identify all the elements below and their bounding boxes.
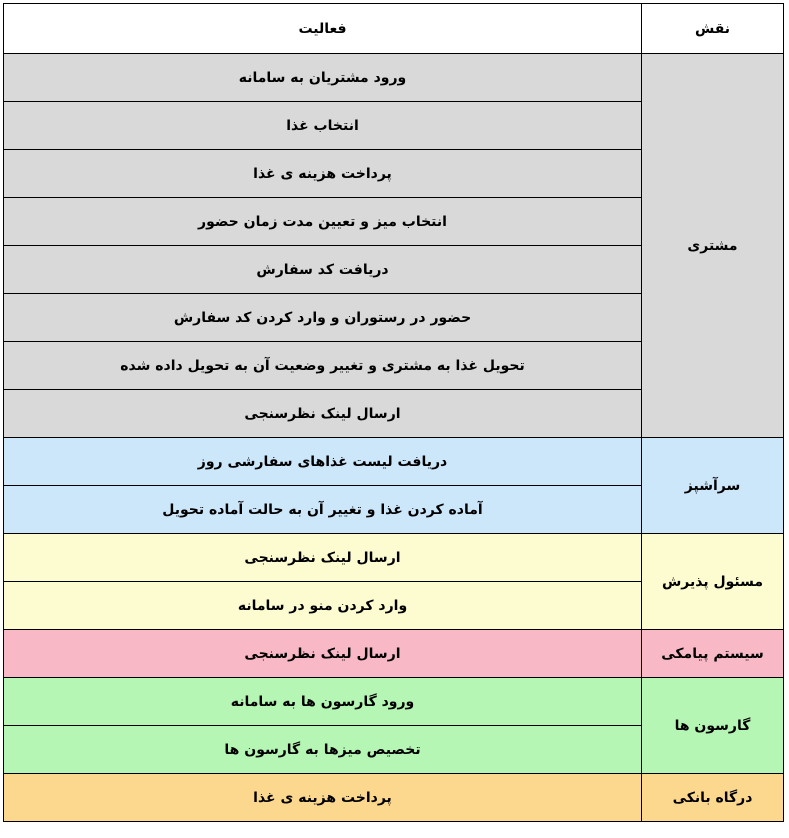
header-activity: فعالیت [4,4,642,54]
table-row [4,678,784,726]
roles-activities-table [3,3,784,822]
activity-cell: انتخاب غذا [4,102,642,150]
activity-cell: حضور در رستوران و وارد کردن کد سفارش [4,294,642,342]
activity-cell: ورود گارسون ها به سامانه [4,678,642,726]
role-cell: گارسون ها [642,678,784,774]
table-row [4,774,784,822]
activity-cell: پرداخت هزینه ی غذا [4,150,642,198]
activity-cell: انتخاب میز و تعیین مدت زمان حضور [4,198,642,246]
table-row [4,534,784,582]
table-row [4,438,784,486]
header-role: نقش [642,4,784,54]
table-row [4,630,784,678]
activity-cell: ورود مشتریان به سامانه [4,54,642,102]
activity-cell: دریافت لیست غذاهای سفارشی روز [4,438,642,486]
activity-cell: آماده کردن غذا و تغییر آن به حالت آماده تحویل [4,486,642,534]
activity-cell: دریافت کد سفارش [4,246,642,294]
table-row [4,54,784,102]
activity-cell: ارسال لینک نظرسنجی [4,534,642,582]
role-cell: سیستم پیامکی [642,630,784,678]
activity-cell: تحویل غذا به مشتری و تغییر وضعیت آن به تحویل داده شده [4,342,642,390]
activity-cell: ارسال لینک نظرسنجی [4,390,642,438]
activity-cell: پرداخت هزینه ی غذا [4,774,642,822]
header-row [4,4,784,54]
activity-cell: وارد کردن منو در سامانه [4,582,642,630]
role-cell: سرآشپز [642,438,784,534]
activity-cell: ارسال لینک نظرسنجی [4,630,642,678]
role-cell: مسئول پذیرش [642,534,784,630]
role-cell: درگاه بانکی [642,774,784,822]
role-cell: مشتری [642,54,784,438]
activity-cell: تخصیص میزها به گارسون ها [4,726,642,774]
